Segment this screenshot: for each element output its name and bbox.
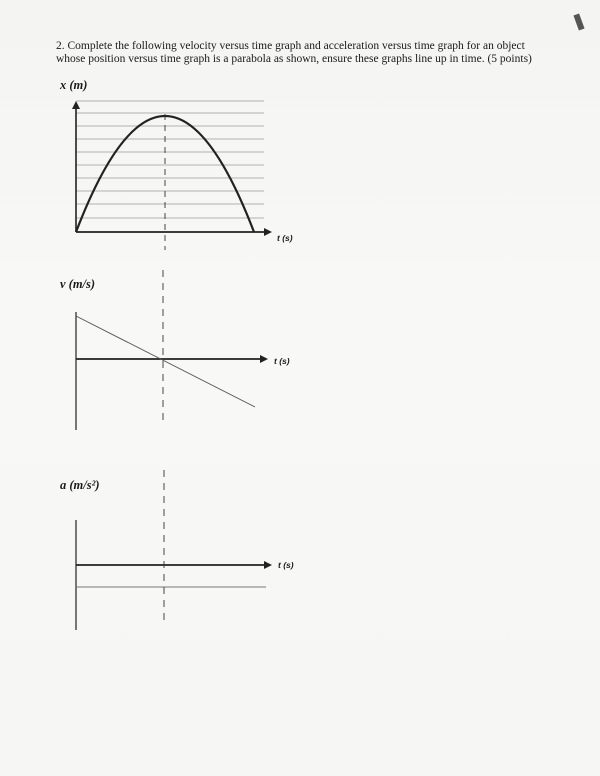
velocity-graph: [76, 270, 266, 430]
velocity-x-label: t (s): [274, 356, 290, 366]
acceleration-y-label: a (m/s²): [60, 478, 100, 492]
question-text: 2. Complete the following velocity versus time graph and acceleration versus time graph for an object whose position versus time graph is a parabola as shown, ensure these graphs line up in time. (5 points): [56, 40, 532, 65]
position-x-label: t (s): [277, 233, 293, 243]
velocity-line: [76, 316, 255, 407]
acceleration-graph: [76, 470, 270, 630]
position-y-label: x (m): [60, 78, 88, 92]
acceleration-x-label: t (s): [278, 560, 294, 570]
position-graph: [76, 101, 270, 250]
position-gridlines: [76, 101, 264, 218]
velocity-y-label: v (m/s): [60, 277, 96, 291]
